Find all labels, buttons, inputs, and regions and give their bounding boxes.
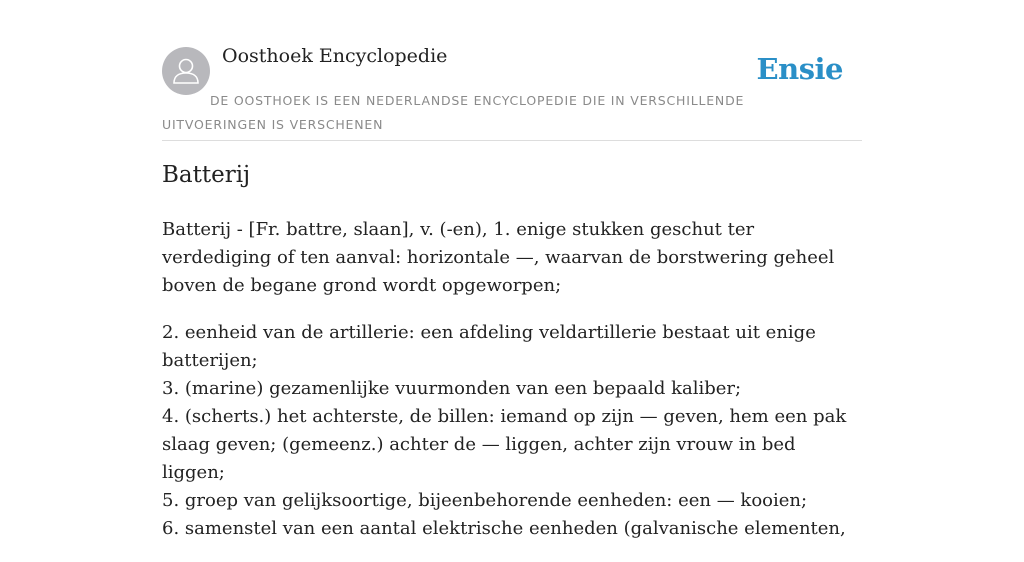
page-title: Batterij [162, 162, 251, 188]
definition-item: 2. eenheid van de artillerie: een afdeling veldartillerie bestaat uit enige batterijen; [162, 322, 816, 371]
definition-item: 4. (scherts.) het achterste, de billen: iemand op zijn — geven, hem een pak slaag geven; (gemeenz.) achter de — liggen, achter zijn vrouw in bed liggen; [162, 406, 847, 483]
user-icon [162, 47, 210, 95]
definition-item: 6. samenstel van een aantal elektrische eenheden (galvanische elementen, [162, 518, 846, 539]
avatar[interactable] [162, 47, 210, 95]
tagline: DE OOSTHOEK IS EEN NEDERLANDSE ENCYCLOPEDIE DIE IN VERSCHILLENDE UITVOERINGEN IS VERSCHENEN [162, 93, 745, 132]
page [162, 0, 862, 539]
site-name[interactable]: Oosthoek Encyclopedie [222, 45, 448, 67]
definition-item: 5. groep van gelijksoortige, bijeenbehorende eenheden: een — kooien; [162, 490, 808, 511]
definition-item: 3. (marine) gezamenlijke vuurmonden van een bepaald kaliber; [162, 378, 742, 399]
definition-intro: Batterij - [Fr. battre, slaan], v. (-en), 1. enige stukken geschut ter verdediging of ten aanval: horizontale —, waarvan de borstwering geheel boven de begane grond wordt opgeworpen; [162, 219, 835, 296]
definition-list [162, 319, 862, 543]
article-body [162, 216, 862, 562]
header [162, 0, 862, 141]
brand-logo[interactable]: Ensie [756, 52, 843, 86]
